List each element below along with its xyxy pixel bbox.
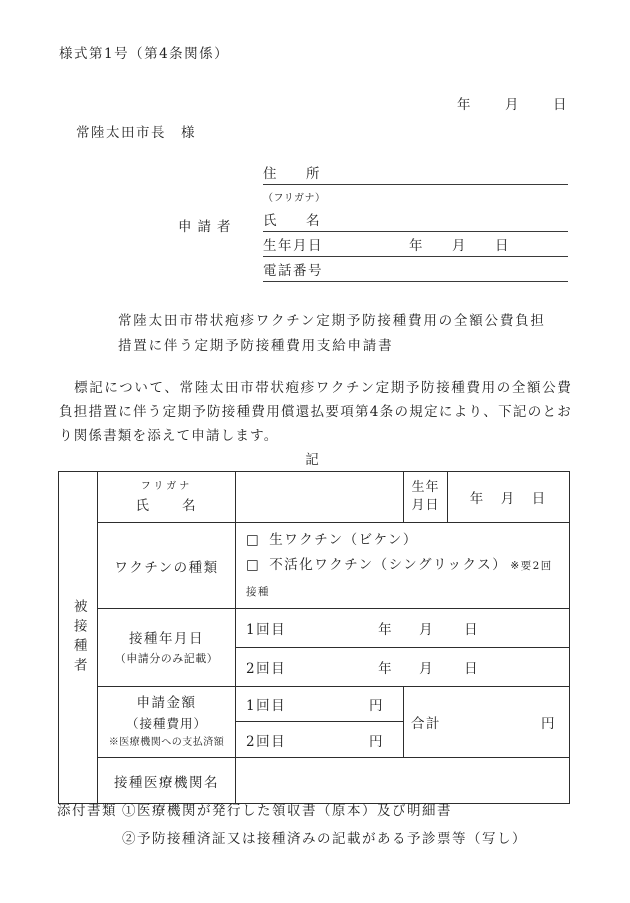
address-input-area[interactable]	[321, 168, 568, 182]
document-title-line2: 措置に伴う定期予防接種費用支給申請書	[118, 338, 394, 354]
attachments-section	[57, 797, 527, 853]
birthdate-input-area[interactable]	[510, 240, 568, 254]
amount-paid-note-label: ※医療機関への支払済額	[108, 737, 225, 748]
dose2-day-unit-label: 日	[464, 661, 480, 677]
table-row	[59, 609, 570, 648]
dose2-amount-label: 2回目	[246, 733, 287, 750]
attachments-label: 添付書類	[57, 803, 117, 819]
attachment-item: ②予防接種済証又は接種済みの記載がある予診票等（写し）	[122, 831, 527, 847]
vaccination-date-header-cell	[98, 609, 236, 687]
birthdate-row[interactable]	[263, 232, 568, 257]
form-number-label: 様式第1号（第4条関係）	[59, 46, 230, 62]
applicant-role-label: 申請者	[178, 219, 237, 235]
birth-day-unit-label: 日	[495, 238, 510, 254]
total-label: 合計	[411, 716, 441, 732]
total-amount-input-cell[interactable]	[404, 687, 570, 758]
amount-header-cell	[98, 687, 236, 758]
dose1-yen-unit-label: 円	[369, 698, 384, 714]
address-row	[263, 158, 568, 185]
furigana-header-label: フリガナ	[140, 480, 193, 492]
issue-date-year-label: 年	[457, 97, 472, 113]
issue-date-day-label: 日	[553, 97, 568, 113]
dose1-label: 1回目	[246, 622, 287, 638]
vaccinee-table	[58, 471, 570, 804]
attachment-item: ①医療機関が発行した領収書（原本）及び明細書	[122, 803, 452, 819]
amount-sublabel: （接種費用）	[125, 716, 207, 731]
live-vaccine-label: 生ワクチン（ビケン）	[269, 532, 418, 548]
address-label: 住 所	[263, 166, 321, 182]
dose2-label: 2回目	[246, 661, 287, 677]
issue-date-month-label: 月	[505, 97, 520, 113]
birth-month-unit-label: 月	[452, 238, 467, 254]
total-yen-unit-label: 円	[541, 716, 556, 732]
applicant-section	[178, 158, 568, 282]
document-title	[118, 309, 546, 359]
birthdate-header-cell	[404, 472, 448, 523]
birthdate-header-line1: 生年	[411, 480, 440, 495]
furigana-row	[263, 185, 568, 206]
birthdate-label: 生年月日	[263, 238, 323, 254]
phone-input-area[interactable]	[323, 265, 568, 279]
record-separator-label: 記	[305, 452, 321, 468]
document-title-line1: 常陸太田市帯状疱疹ワクチン定期予防接種費用の全額公費負担	[118, 313, 546, 329]
table-row	[59, 472, 570, 523]
name-input-area[interactable]	[321, 215, 568, 229]
name-header-label: 氏 名	[135, 497, 198, 514]
live-vaccine-checkbox-icon[interactable]: □	[246, 532, 261, 548]
institution-header-cell: 接種医療機関名	[98, 758, 236, 804]
vaccine-type-options-cell	[236, 523, 570, 609]
table-row	[59, 523, 570, 609]
birthdate-input-cell[interactable]: 年 月 日	[448, 472, 570, 523]
live-vaccine-option	[246, 528, 561, 553]
addressee-label: 常陸太田市長 様	[76, 125, 196, 141]
two-dose-note-label: ※要2回接種	[246, 560, 553, 598]
dose1-amount-input-cell[interactable]	[236, 687, 404, 722]
applicant-fields	[263, 158, 568, 282]
name-header-cell	[98, 472, 236, 523]
inactivated-vaccine-label: 不活化ワクチン（シングリックス）	[269, 557, 508, 573]
name-input-cell[interactable]	[236, 472, 404, 523]
name-row	[263, 206, 568, 232]
vaccination-date-header-label: 接種年月日	[129, 630, 204, 647]
amount-header-label: 申請金額	[136, 695, 197, 711]
phone-label: 電話番号	[263, 263, 323, 279]
dose2-date-input-cell[interactable]	[236, 648, 570, 687]
issue-date-line	[58, 93, 568, 113]
vaccination-date-note-label: （申請分のみ記載）	[114, 651, 219, 665]
dose2-year-unit-label: 年	[378, 661, 394, 677]
inactivated-vaccine-checkbox-icon[interactable]: □	[246, 557, 261, 573]
dose1-date-input-cell[interactable]	[236, 609, 570, 648]
vaccinee-group-label: 被接種者	[70, 598, 87, 677]
dose1-amount-label: 1回目	[246, 698, 287, 714]
dose2-yen-unit-label: 円	[369, 733, 384, 750]
dose1-year-unit-label: 年	[378, 622, 394, 638]
dose2-month-unit-label: 月	[419, 661, 435, 677]
birthdate-header-line2: 月日	[411, 498, 440, 513]
dose1-day-unit-label: 日	[464, 622, 480, 638]
birth-year-unit-label: 年	[409, 238, 424, 254]
vaccine-type-header-cell: ワクチンの種類	[98, 523, 236, 609]
vaccinee-group-cell	[59, 472, 98, 804]
name-label: 氏 名	[263, 213, 321, 229]
application-statement: 標記について、常陸太田市帯状疱疹ワクチン定期予防接種費用の全額公費負担措置に伴う定期予防接種費用償還払要項第4条の規定により、下記のとおり関係書類を添えて申請します。	[59, 380, 572, 444]
dose2-amount-input-cell[interactable]	[236, 722, 404, 758]
furigana-note-label: （フリガナ）	[263, 193, 326, 204]
attachments-list	[122, 797, 527, 853]
inactivated-vaccine-option	[246, 553, 561, 605]
phone-row	[263, 257, 568, 282]
dose1-month-unit-label: 月	[419, 622, 435, 638]
table-row	[59, 687, 570, 722]
